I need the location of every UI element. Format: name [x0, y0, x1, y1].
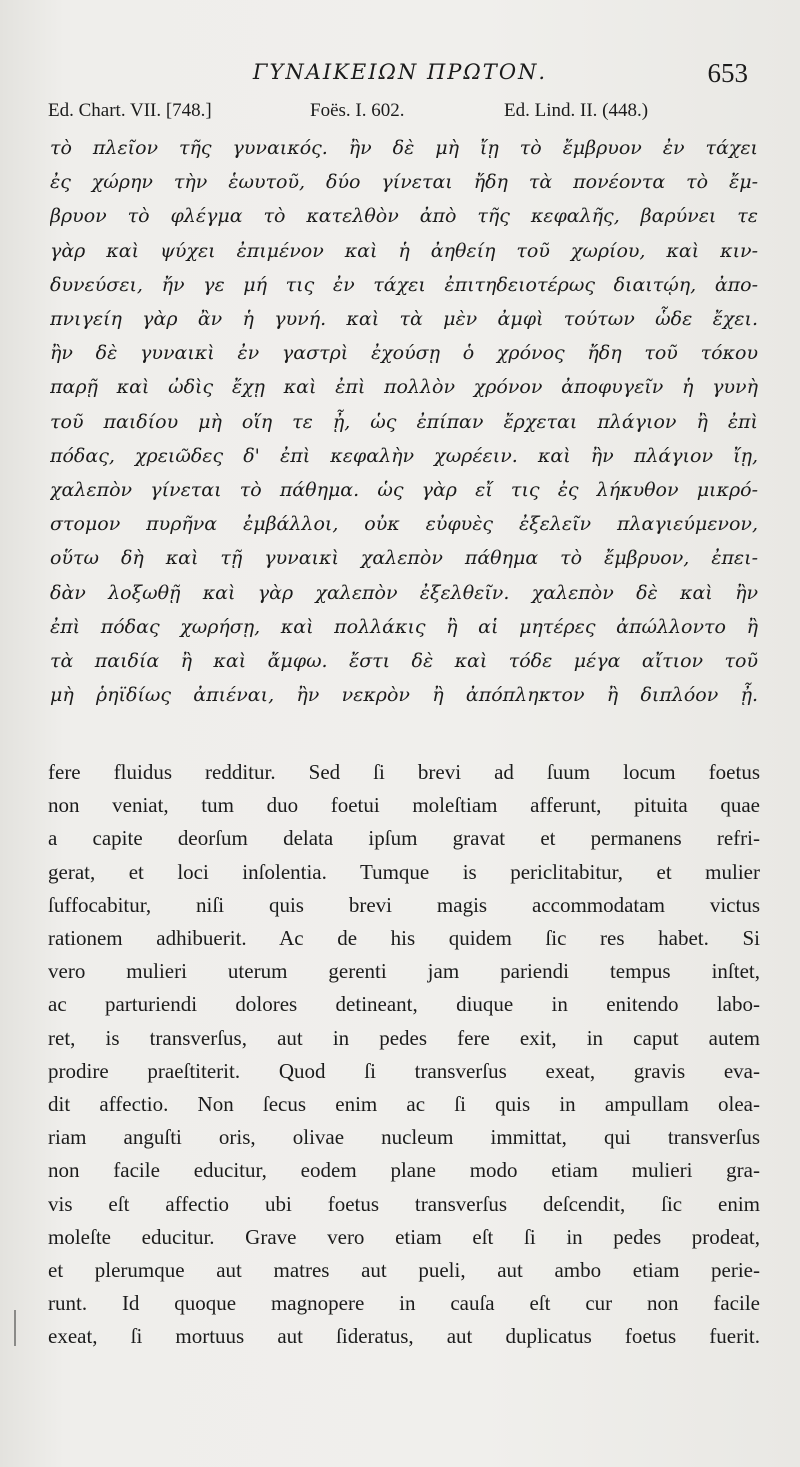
edition-references: [48, 100, 760, 128]
edition-lind-ref: Ed. Lind. II. (448.): [504, 100, 649, 121]
latin-line: prodire praeſtiterit. Quod ſi transverſus exeat, gravis eva-: [48, 1058, 760, 1083]
greek-line: οὕτω δὴ καὶ τῇ γυναικὶ χαλεπὸν πάθημα τὸ ἔμβρυον, ἐπει-: [50, 547, 758, 570]
margin-mark: [14, 1310, 16, 1346]
latin-text-block: [48, 756, 760, 1354]
greek-line: παρῇ καὶ ὠδὶς ἔχῃ καὶ ἐπὶ πολλὸν χρόνον ἀποφυγεῖν ἡ γυνὴ: [50, 376, 758, 399]
greek-line: ἐπὶ πόδας χωρήσῃ, καὶ πολλάκις ἢ αἱ μητέρες ἀπώλλοντο ἢ: [50, 615, 758, 638]
latin-line: exeat, ſi mortuus aut ſideratus, aut duplicatus foetus fuerit.: [48, 1324, 760, 1349]
latin-line: gerat, et loci inſolentia. Tumque is periclitabitur, et mulier: [48, 859, 760, 884]
greek-line: μὴ ῥηϊδίως ἀπιέναι, ἢν νεκρὸν ἢ ἀπόπληκτον ἢ διπλόον ᾖ.: [50, 684, 758, 707]
greek-line: δυνεύσει, ἤν γε μή τις ἐν τάχει ἐπιτηδειοτέρως διαιτῴη, ἀπο-: [50, 273, 758, 296]
running-head: [40, 58, 760, 98]
greek-line: ἢν δὲ γυναικὶ ἐν γαστρὶ ἐχούσῃ ὁ χρόνος ἤδη τοῦ τόκου: [50, 342, 758, 365]
latin-line: fere fluidus redditur. Sed ſi brevi ad ſuum locum foetus: [48, 760, 760, 784]
running-title: ΓΥΝΑΙΚΕΙΩΝ ΠΡΩΤΟΝ.: [252, 60, 548, 84]
latin-line: moleſte educitur. Grave vero etiam eſt ſi in pedes prodeat,: [48, 1224, 760, 1249]
greek-line: χαλεπὸν γίνεται τὸ πάθημα. ὡς γὰρ εἴ τις ἐς λήκυθον μικρό-: [50, 479, 758, 502]
latin-line: vero mulieri uterum gerenti jam pariendi tempus inſtet,: [48, 959, 760, 984]
greek-line: στομον πυρῆνα ἐμβάλλοι, οὐκ εὐφυὲς ἐξελεῖν πλαγιεύμενον,: [50, 513, 758, 536]
latin-line: rationem adhibuerit. Ac de his quidem ſic res habet. Si: [48, 926, 760, 951]
latin-line: non facile educitur, eodem plane modo etiam mulieri gra-: [48, 1158, 760, 1183]
latin-line: ac parturiendi dolores detineant, diuque in enitendo labo-: [48, 992, 760, 1017]
latin-line: ſuffocabitur, niſi quis brevi magis accommodatam victus: [48, 892, 760, 917]
latin-line: dit affectio. Non ſecus enim ac ſi quis in ampullam olea-: [48, 1092, 760, 1117]
latin-line: vis eſt affectio ubi foetus transverſus deſcendit, ſic enim: [48, 1191, 760, 1216]
greek-line: ἐς χώρην τὴν ἑωυτοῦ, δύο γίνεται ἤδη τὰ πονέοντα τὸ ἔμ-: [50, 171, 758, 194]
edition-foes-ref: Foës. I. 602.: [310, 100, 405, 121]
greek-line: τὰ παιδία ἢ καὶ ἄμφω. ἔστι δὲ καὶ τόδε μέγα αἴτιον τοῦ: [50, 650, 758, 673]
greek-line: τοῦ παιδίου μὴ οἵη τε ᾖ, ὡς ἐπίπαν ἔρχεται πλάγιον ἢ ἐπὶ: [50, 410, 758, 433]
greek-line: δὰν λοξωθῇ καὶ γὰρ χαλεπὸν ἐξελθεῖν. χαλεπὸν δὲ καὶ ἢν: [50, 581, 758, 604]
greek-line: πόδας, χρειῶδες δ' ἐπὶ κεφαλὴν χωρέειν. καὶ ἢν πλάγιον ἴῃ,: [50, 444, 758, 467]
page-number: 653: [707, 58, 748, 88]
latin-line: non veniat, tum duo foetui moleſtiam afferunt, pituita quae: [48, 793, 760, 818]
greek-line: τὸ πλεῖον τῆς γυναικός. ἢν δὲ μὴ ἴῃ τὸ ἔμβρυον ἐν τάχει: [50, 137, 758, 159]
latin-line: riam anguſti oris, olivae nucleum immittat, qui transverſus: [48, 1125, 760, 1150]
greek-line: γὰρ καὶ ψύχει ἐπιμένον καὶ ἡ ἀηθείη τοῦ χωρίου, καὶ κιν-: [50, 239, 758, 262]
latin-line: runt. Id quoque magnopere in cauſa eſt cur non facile: [48, 1291, 760, 1316]
latin-line: et plerumque aut matres aut pueli, aut ambo etiam perie-: [48, 1258, 760, 1283]
edition-chart-ref: Ed. Chart. VII. [748.]: [48, 100, 212, 121]
greek-text-block: [50, 131, 758, 712]
greek-line: βρυον τὸ φλέγμα τὸ κατελθὸν ἀπὸ τῆς κεφαλῆς, βαρύνει τε: [50, 205, 758, 228]
latin-line: ret, is transverſus, aut in pedes fere exit, in caput autem: [48, 1025, 760, 1050]
latin-line: a capite deorſum delata ipſum gravat et permanens refri-: [48, 826, 760, 851]
greek-line: πνιγείη γὰρ ἂν ἡ γυνή. καὶ τὰ μὲν ἀμφὶ τούτων ὧδε ἔχει.: [50, 308, 758, 331]
